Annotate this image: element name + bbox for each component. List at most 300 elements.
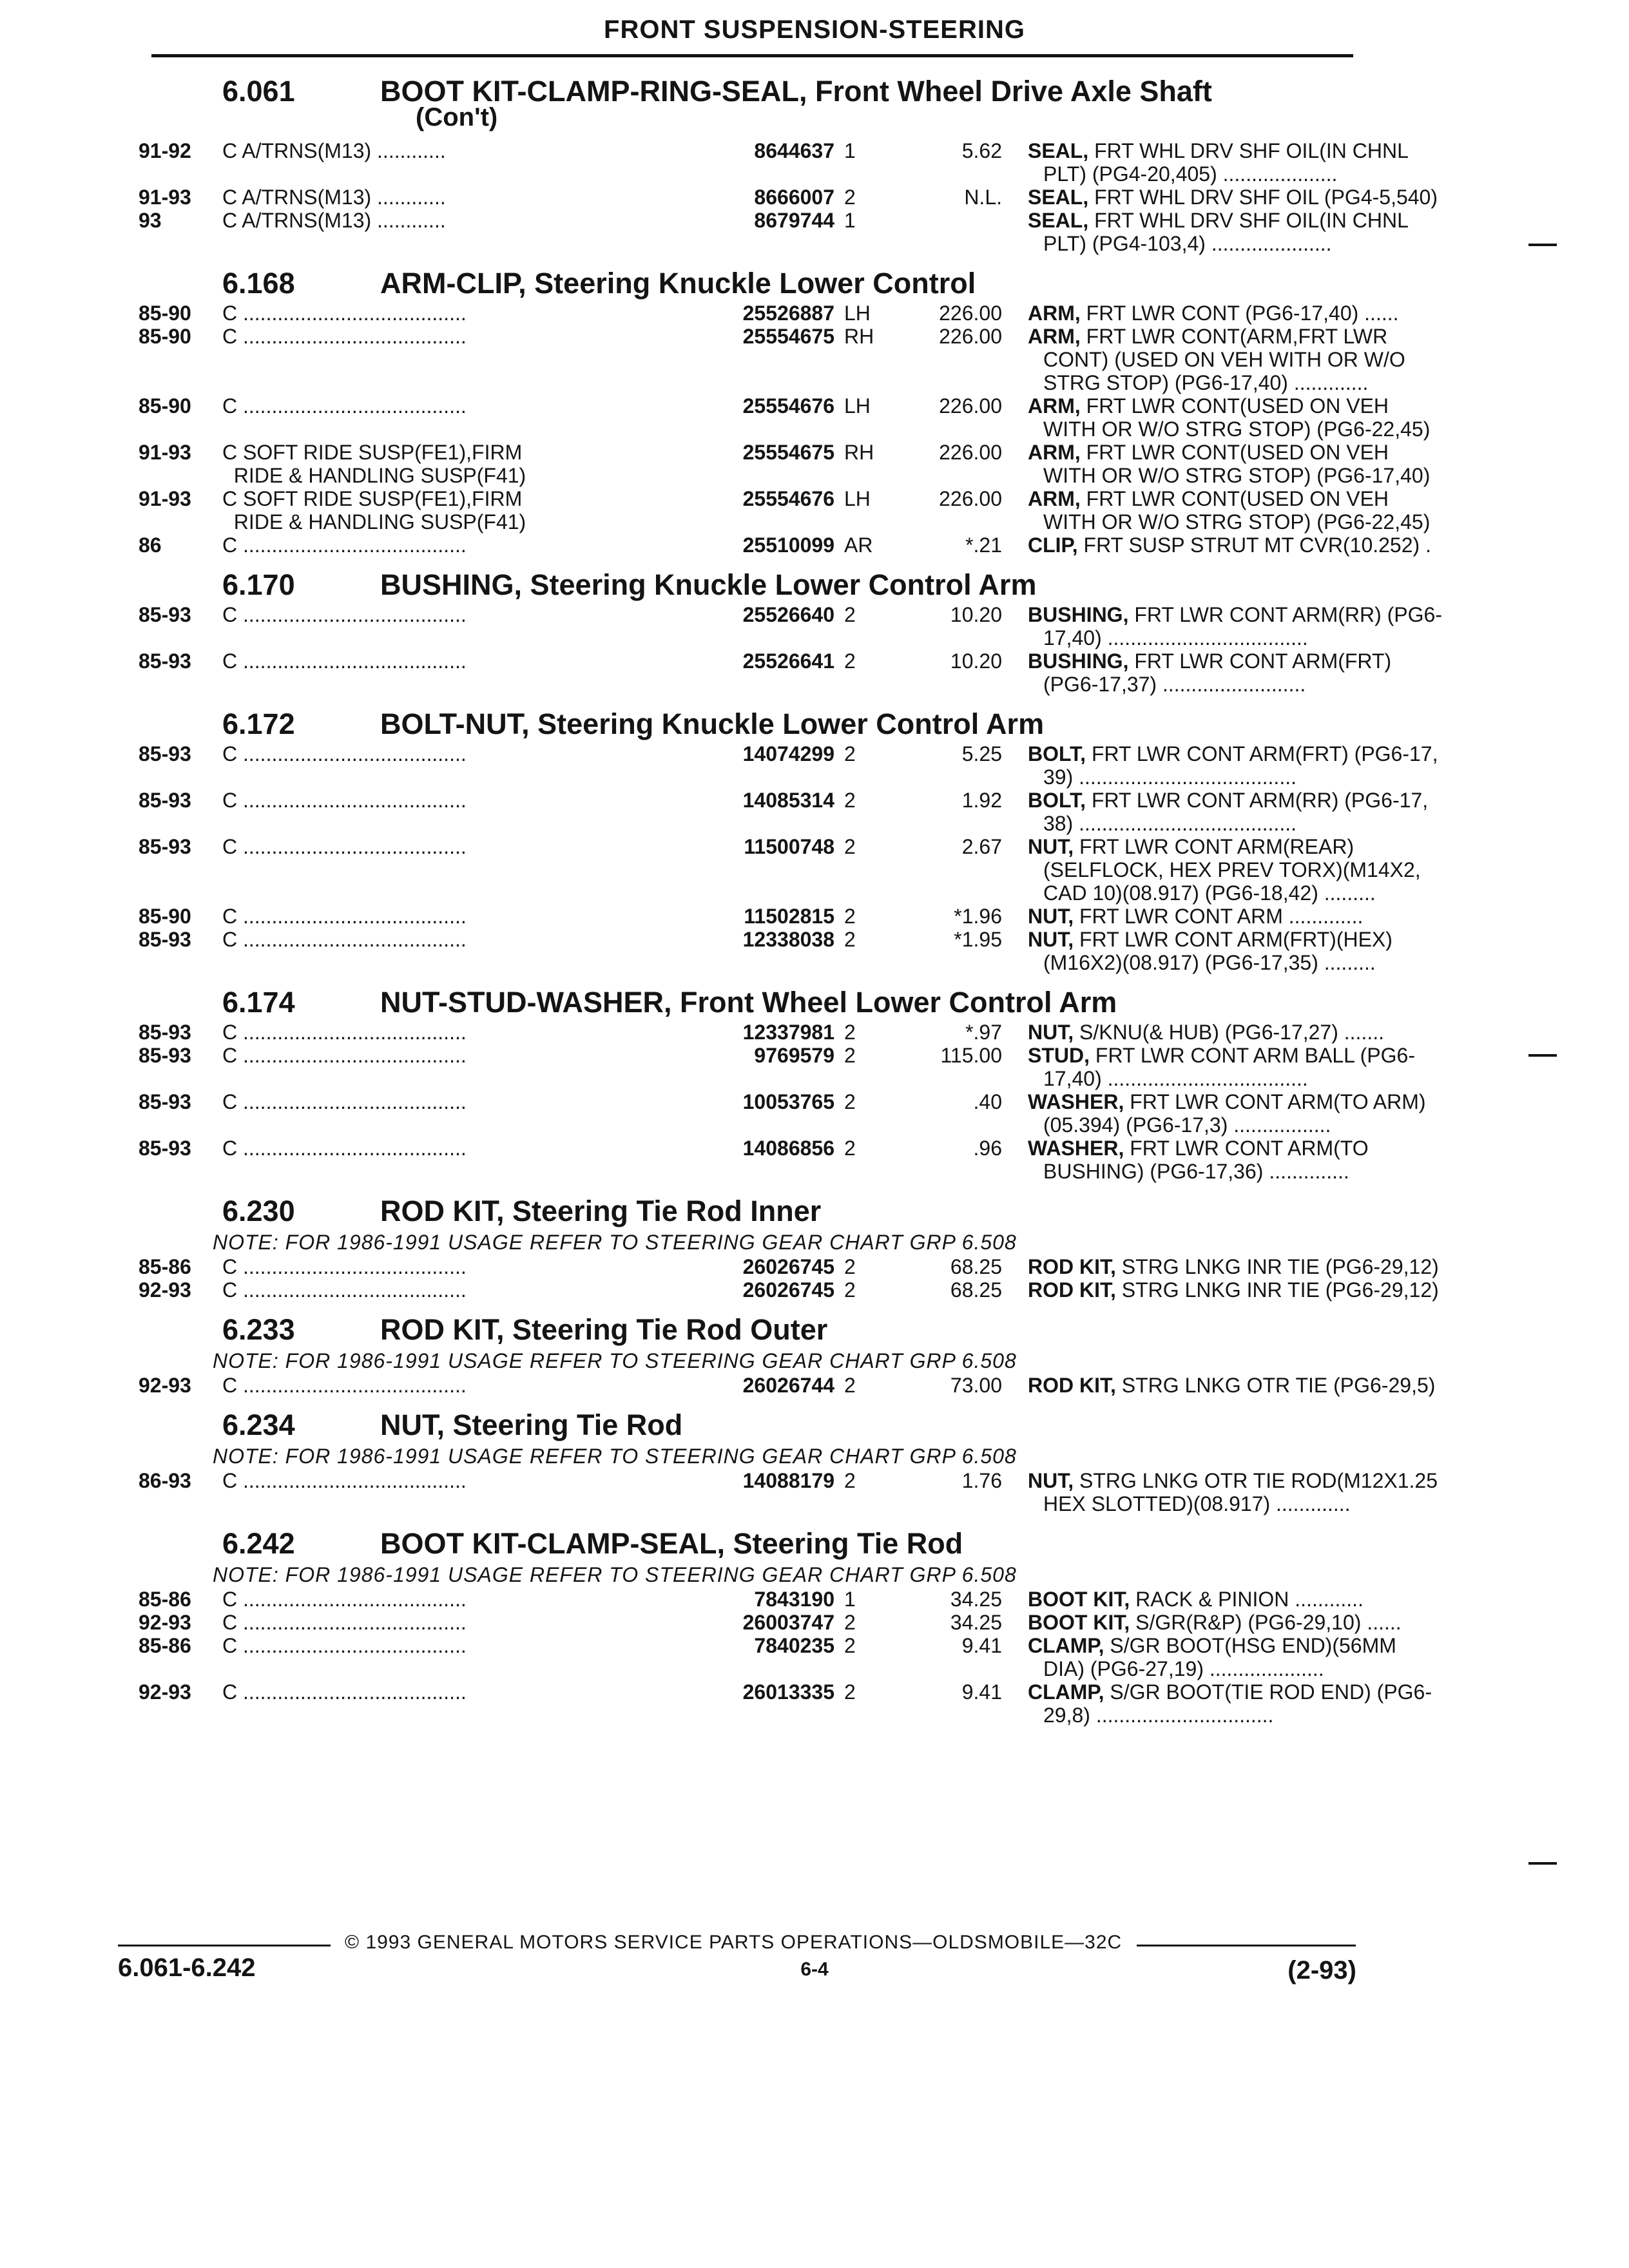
part-number: 26003747 [742, 1611, 834, 1634]
part-description [1028, 441, 1431, 487]
part-number: 26013335 [742, 1680, 834, 1704]
quantity: 2 [844, 1469, 856, 1492]
description-line: WITH OR W/O STRG STOP) (PG6-17,40) [1043, 464, 1431, 487]
description-text: FRT WHL DRV SHF OIL (PG4-5,540) [1094, 186, 1438, 209]
description-text: FRT LWR CONT(USED ON VEH [1086, 441, 1389, 464]
part-number: 9769579 [754, 1044, 834, 1067]
section-note-line [139, 1562, 1363, 1588]
description-line: WITH OR W/O STRG STOP) (PG6-22,45) [1043, 510, 1431, 533]
part-row [139, 302, 1399, 325]
price: *1.96 [954, 905, 1002, 928]
usage-line: C ....................................... [222, 1374, 467, 1397]
usage-line: C SOFT RIDE SUSP(FE1),FIRM [222, 487, 523, 510]
part-row [139, 905, 1363, 928]
part-description [1028, 649, 1392, 696]
description-line: PLT) (PG4-103,4) ..................... [1043, 232, 1332, 255]
model-years: 86 [139, 533, 162, 557]
part-row [139, 1634, 1396, 1680]
description-text: FRT LWR CONT ARM(REAR) [1079, 835, 1354, 858]
part-description [1028, 1137, 1369, 1183]
part-row [139, 394, 1431, 441]
part-number: 14074299 [742, 742, 834, 765]
price: 10.20 [950, 603, 1002, 626]
description-line: WITH OR W/O STRG STOP) (PG6-22,45) [1043, 418, 1431, 441]
description-line: (SELFLOCK, HEX PREV TORX)(M14X2, [1043, 858, 1421, 881]
usage-line: C ....................................... [222, 533, 467, 557]
price: 226.00 [939, 487, 1002, 510]
quantity: 2 [844, 186, 856, 209]
model-years: 85-86 [139, 1634, 191, 1657]
price: 68.25 [950, 1278, 1002, 1302]
usage-line: RIDE & HANDLING SUSP(F41) [222, 510, 526, 533]
model-years: 92-93 [139, 1680, 191, 1704]
section-note: NOTE: FOR 1986-1991 USAGE REFER TO STEERING GEAR CHART GRP 6.508 [213, 1231, 1017, 1254]
part-row [139, 1611, 1402, 1634]
description-text: FRT LWR CONT ARM BALL (PG6- [1095, 1044, 1415, 1067]
description-text: FRT LWR CONT ARM(FRT)(HEX) [1079, 928, 1393, 951]
part-number: 26026745 [742, 1255, 834, 1278]
part-number: 11500748 [744, 835, 834, 858]
part-row [139, 209, 1409, 255]
model-years: 91-93 [139, 487, 191, 510]
part-number: 8679744 [754, 209, 834, 232]
part-description [1028, 1021, 1384, 1044]
price: 226.00 [939, 302, 1002, 325]
quantity: 2 [844, 1611, 856, 1634]
footer-copyright: © 1993 GENERAL MOTORS SERVICE PARTS OPERATIONS—OLDSMOBILE—32C [345, 1932, 1123, 1953]
section-heading [139, 262, 1363, 302]
section-heading [139, 981, 1363, 1021]
description-keyword: NUT, [1028, 905, 1074, 928]
model-years: 85-93 [139, 1090, 191, 1113]
usage-line: C ....................................... [222, 1278, 467, 1302]
usage-line: C ....................................... [222, 1611, 467, 1634]
description-keyword: CLIP, [1028, 533, 1078, 557]
description-line [1028, 742, 1438, 765]
description-text: FRT LWR CONT ARM ............. [1079, 905, 1364, 928]
part-row [139, 928, 1393, 974]
description-keyword: BUSHING, [1028, 649, 1129, 673]
footer-divider-left [118, 1945, 331, 1946]
part-row [139, 441, 1431, 487]
description-line: PLT) (PG4-20,405) .................... [1043, 162, 1338, 186]
description-keyword: BOOT KIT, [1028, 1588, 1130, 1611]
section-title: BOLT-NUT, Steering Knuckle Lower Control Arm [380, 707, 1045, 740]
part-number: 25526641 [742, 649, 834, 673]
section-note: NOTE: FOR 1986-1991 USAGE REFER TO STEERING GEAR CHART GRP 6.508 [213, 1563, 1017, 1586]
part-description [1028, 139, 1409, 186]
part-number: 12337981 [742, 1021, 834, 1044]
description-line: 39) ...................................... [1043, 765, 1296, 789]
description-line: CAD 10)(08.917) (PG6-18,42) ......... [1043, 881, 1376, 905]
model-years: 85-93 [139, 603, 191, 626]
usage-line: C ....................................... [222, 325, 467, 348]
part-number: 10053765 [742, 1090, 834, 1113]
description-line [1028, 649, 1392, 673]
price: *1.95 [954, 928, 1002, 951]
usage-line: RIDE & HANDLING SUSP(F41) [222, 464, 526, 487]
model-years: 85-90 [139, 394, 191, 418]
part-row [139, 1090, 1426, 1137]
model-years: 85-93 [139, 789, 191, 812]
model-years: 85-93 [139, 649, 191, 673]
usage-line: C ....................................... [222, 928, 467, 951]
section-subtitle: (Con't) [416, 103, 498, 131]
part-number: 7843190 [754, 1588, 834, 1611]
part-number: 26026744 [742, 1374, 834, 1397]
part-row [139, 1255, 1439, 1278]
description-keyword: NUT, [1028, 1021, 1074, 1044]
part-row [139, 533, 1431, 557]
quantity: 2 [844, 1680, 856, 1704]
section-subtitle-line [139, 103, 1363, 139]
description-text: STRG LNKG INR TIE (PG6-29,12) [1121, 1255, 1439, 1278]
parts-catalog-content [139, 63, 1442, 1727]
part-row [139, 835, 1421, 905]
section-number: 6.233 [222, 1313, 295, 1346]
quantity: 2 [844, 742, 856, 765]
price: N.L. [964, 186, 1002, 209]
description-line [1028, 1611, 1402, 1634]
model-years: 85-90 [139, 302, 191, 325]
model-years: 85-93 [139, 1021, 191, 1044]
quantity: 2 [844, 1021, 856, 1044]
description-keyword: ROD KIT, [1028, 1374, 1116, 1397]
description-line: 17,40) ................................... [1043, 626, 1308, 649]
description-text: FRT LWR CONT ARM(TO ARM) [1130, 1090, 1426, 1113]
section-number: 6.061 [222, 75, 295, 108]
price: 34.25 [950, 1611, 1002, 1634]
usage-line: C ....................................... [222, 1680, 467, 1704]
section-heading [139, 1189, 1363, 1229]
description-text: FRT LWR CONT ARM(TO [1130, 1137, 1369, 1160]
description-text: STRG LNKG INR TIE (PG6-29,12) [1121, 1278, 1439, 1302]
description-text: RACK & PINION ............ [1135, 1588, 1364, 1611]
part-description [1028, 1278, 1439, 1302]
description-text: FRT LWR CONT(USED ON VEH [1086, 487, 1389, 510]
part-row [139, 1680, 1432, 1727]
description-line [1028, 928, 1393, 951]
part-number: 25554676 [742, 487, 834, 510]
price: .96 [973, 1137, 1002, 1160]
quantity: LH [844, 302, 871, 325]
description-line [1028, 1090, 1426, 1113]
description-keyword: BOLT, [1028, 742, 1086, 765]
description-line: 17,40) ................................... [1043, 1067, 1308, 1090]
part-row [139, 742, 1438, 789]
section-heading [139, 70, 1363, 110]
description-keyword: CLAMP, [1028, 1634, 1104, 1657]
usage-line: C ....................................... [222, 835, 467, 858]
description-line [1028, 603, 1442, 626]
quantity: 2 [844, 1044, 856, 1067]
description-keyword: ARM, [1028, 394, 1081, 418]
price: 115.00 [940, 1044, 1002, 1067]
description-text: FRT LWR CONT(USED ON VEH [1086, 394, 1389, 418]
description-keyword: ROD KIT, [1028, 1255, 1116, 1278]
description-line [1028, 1255, 1439, 1278]
usage-line: C ....................................... [222, 789, 467, 812]
part-number: 25554675 [742, 441, 834, 464]
part-row [139, 603, 1442, 649]
description-line [1028, 441, 1389, 464]
description-keyword: ARM, [1028, 325, 1081, 348]
part-description [1028, 533, 1431, 557]
quantity: 2 [844, 1255, 856, 1278]
part-description [1028, 1588, 1363, 1611]
part-row [139, 325, 1405, 394]
model-years: 85-90 [139, 905, 191, 928]
description-text: FRT SUSP STRUT MT CVR(10.252) . [1083, 533, 1431, 557]
description-keyword: BOLT, [1028, 789, 1086, 812]
description-text: FRT LWR CONT ARM(RR) (PG6-17, [1091, 789, 1429, 812]
quantity: 2 [844, 603, 856, 626]
model-years: 93 [139, 209, 162, 232]
footer-section-range: 6.061-6.242 [118, 1954, 256, 1982]
usage-line: C ....................................... [222, 1021, 467, 1044]
model-years: 91-93 [139, 186, 191, 209]
description-line: 38) ...................................... [1043, 812, 1296, 835]
page-header-title: FRONT SUSPENSION-STEERING [604, 15, 1025, 44]
header-divider [151, 54, 1353, 57]
price: 34.25 [950, 1588, 1002, 1611]
usage-line: C SOFT RIDE SUSP(FE1),FIRM [222, 441, 523, 464]
quantity: LH [844, 487, 871, 510]
model-years: 85-93 [139, 1044, 191, 1067]
part-row [139, 789, 1429, 835]
part-description [1028, 302, 1399, 325]
description-keyword: WASHER, [1028, 1137, 1124, 1160]
usage-line: C A/TRNS(M13) ............ [222, 139, 446, 162]
quantity: 2 [844, 1634, 856, 1657]
description-line [1028, 325, 1388, 348]
description-keyword: ARM, [1028, 487, 1081, 510]
section-number: 6.234 [222, 1408, 295, 1441]
part-row [139, 1044, 1415, 1090]
description-line [1028, 1634, 1396, 1657]
model-years: 85-93 [139, 928, 191, 951]
model-years: 91-93 [139, 441, 191, 464]
description-keyword: SEAL, [1028, 186, 1089, 209]
usage-line: C A/TRNS(M13) ............ [222, 209, 446, 232]
section-title: ROD KIT, Steering Tie Rod Outer [380, 1313, 828, 1346]
section-note: NOTE: FOR 1986-1991 USAGE REFER TO STEERING GEAR CHART GRP 6.508 [213, 1445, 1017, 1468]
description-keyword: ROD KIT, [1028, 1278, 1116, 1302]
description-keyword: STUD, [1028, 1044, 1090, 1067]
price: *.21 [965, 533, 1002, 557]
section-number: 6.170 [222, 568, 295, 601]
quantity: 2 [844, 905, 856, 928]
section-number: 6.168 [222, 267, 295, 300]
price: 1.76 [961, 1469, 1002, 1492]
part-description [1028, 905, 1363, 928]
description-line [1028, 1137, 1369, 1160]
part-number: 8666007 [754, 186, 834, 209]
section-note-line [139, 1348, 1363, 1374]
part-row [139, 139, 1409, 186]
part-number: 26026745 [742, 1278, 834, 1302]
description-text: FRT LWR CONT ARM(RR) (PG6- [1134, 603, 1442, 626]
part-description [1028, 325, 1405, 394]
description-keyword: ARM, [1028, 302, 1081, 325]
description-line [1028, 1469, 1438, 1492]
part-number: 25554675 [742, 325, 834, 348]
description-line: STRG STOP) (PG6-17,40) ............. [1043, 371, 1369, 394]
part-description [1028, 928, 1393, 974]
description-keyword: SEAL, [1028, 139, 1089, 162]
description-line: DIA) (PG6-27,19) .................... [1043, 1657, 1324, 1680]
part-description [1028, 1680, 1432, 1727]
part-description [1028, 1090, 1426, 1137]
section-heading [139, 1403, 1363, 1443]
price: 5.25 [961, 742, 1002, 765]
price: 9.41 [961, 1634, 1002, 1657]
description-line [1028, 789, 1429, 812]
description-text: S/GR(R&P) (PG6-29,10) ...... [1135, 1611, 1402, 1634]
quantity: 1 [844, 1588, 856, 1611]
quantity: 2 [844, 1090, 856, 1113]
model-years: 85-86 [139, 1255, 191, 1278]
description-line [1028, 139, 1409, 162]
price: 1.92 [961, 789, 1002, 812]
section-title: NUT, Steering Tie Rod [380, 1408, 683, 1441]
part-number: 25526887 [742, 302, 834, 325]
description-line [1028, 1021, 1384, 1044]
description-line [1028, 835, 1363, 858]
footer-revision-date: (2-93) [1287, 1956, 1356, 1984]
description-text: FRT WHL DRV SHF OIL(IN CHNL [1094, 209, 1409, 232]
section-number: 6.172 [222, 707, 295, 740]
price: 226.00 [939, 325, 1002, 348]
description-line [1028, 1044, 1415, 1067]
part-row [139, 1588, 1363, 1611]
usage-line: C ....................................... [222, 649, 467, 673]
usage-line: C ....................................... [222, 394, 467, 418]
description-line: HEX SLOTTED)(08.917) ............. [1043, 1492, 1351, 1515]
part-description [1028, 1634, 1396, 1680]
description-keyword: NUT, [1028, 835, 1074, 858]
part-description [1028, 209, 1409, 255]
part-description [1028, 835, 1421, 905]
model-years: 85-90 [139, 325, 191, 348]
price: 5.62 [961, 139, 1002, 162]
part-number: 25510099 [742, 533, 834, 557]
part-row [139, 1137, 1369, 1183]
part-number: 25554676 [742, 394, 834, 418]
description-keyword: NUT, [1028, 928, 1074, 951]
description-text: S/GR BOOT(HSG END)(56MM [1110, 1634, 1396, 1657]
usage-line: C ....................................... [222, 1255, 467, 1278]
usage-line: C ....................................... [222, 1588, 467, 1611]
part-number: 7840235 [754, 1634, 834, 1657]
description-line [1028, 1374, 1436, 1397]
description-line [1028, 533, 1431, 557]
part-description [1028, 394, 1431, 441]
price: 10.20 [950, 649, 1002, 673]
description-text: FRT LWR CONT(ARM,FRT LWR [1086, 325, 1388, 348]
usage-line: C ....................................... [222, 302, 467, 325]
part-description [1028, 603, 1442, 649]
part-row [139, 186, 1438, 209]
description-keyword: CLAMP, [1028, 1680, 1104, 1704]
quantity: 2 [844, 1374, 856, 1397]
section-number: 6.174 [222, 986, 295, 1019]
description-keyword: SEAL, [1028, 209, 1089, 232]
part-row [139, 487, 1431, 533]
price: 226.00 [939, 394, 1002, 418]
part-number: 14085314 [742, 789, 834, 812]
quantity: 2 [844, 649, 856, 673]
description-text: FRT LWR CONT ARM(FRT) [1134, 649, 1392, 673]
margin-tick-mark [1528, 1862, 1557, 1865]
section-number: 6.242 [222, 1527, 295, 1560]
description-keyword: BOOT KIT, [1028, 1611, 1130, 1634]
section-heading [139, 702, 1363, 742]
description-line [1028, 394, 1389, 418]
quantity: LH [844, 394, 871, 418]
model-years: 85-93 [139, 742, 191, 765]
description-text: S/GR BOOT(TIE ROD END) (PG6- [1110, 1680, 1432, 1704]
quantity: 2 [844, 789, 856, 812]
quantity: 1 [844, 209, 856, 232]
usage-line: C ....................................... [222, 1634, 467, 1657]
part-row [139, 1278, 1439, 1302]
margin-tick-mark [1528, 244, 1557, 246]
section-title: BOOT KIT-CLAMP-SEAL, Steering Tie Rod [380, 1527, 963, 1560]
description-line: BUSHING) (PG6-17,36) .............. [1043, 1160, 1349, 1183]
model-years: 92-93 [139, 1278, 191, 1302]
description-line: (05.394) (PG6-17,3) ................. [1043, 1113, 1331, 1137]
section-title: BUSHING, Steering Knuckle Lower Control Arm [380, 568, 1037, 601]
quantity: 2 [844, 928, 856, 951]
part-row [139, 1021, 1384, 1044]
description-line [1028, 905, 1363, 928]
part-description [1028, 487, 1431, 533]
usage-line: C ....................................... [222, 905, 467, 928]
section-heading [139, 1522, 1363, 1562]
part-description [1028, 742, 1438, 789]
description-line: 29,8) ............................... [1043, 1704, 1274, 1727]
description-keyword: BUSHING, [1028, 603, 1129, 626]
description-keyword: NUT, [1028, 1469, 1074, 1492]
description-line: (PG6-17,37) ......................... [1043, 673, 1306, 696]
part-description [1028, 1611, 1402, 1634]
margin-tick-mark [1528, 1054, 1557, 1057]
section-note-line [139, 1229, 1363, 1255]
quantity: RH [844, 325, 874, 348]
price: 68.25 [950, 1255, 1002, 1278]
description-line: CONT) (USED ON VEH WITH OR W/O [1043, 348, 1405, 371]
part-number: 8644637 [754, 139, 834, 162]
usage-line: C A/TRNS(M13) ............ [222, 186, 446, 209]
model-years: 85-93 [139, 1137, 191, 1160]
part-description [1028, 186, 1438, 209]
usage-line: C ....................................... [222, 1090, 467, 1113]
price: 73.00 [950, 1374, 1002, 1397]
usage-line: C ....................................... [222, 1137, 467, 1160]
description-line [1028, 1588, 1363, 1611]
footer-divider-right [1137, 1945, 1356, 1946]
part-number: 11502815 [744, 905, 834, 928]
description-text: STRG LNKG OTR TIE ROD(M12X1.25 [1079, 1469, 1438, 1492]
section-number: 6.230 [222, 1195, 295, 1227]
price: *.97 [965, 1021, 1002, 1044]
usage-line: C ....................................... [222, 1469, 467, 1492]
part-number: 14088179 [742, 1469, 834, 1492]
section-note-line [139, 1443, 1363, 1469]
section-title: BOOT KIT-CLAMP-RING-SEAL, Front Wheel Drive Axle Shaft [380, 75, 1212, 108]
quantity: 2 [844, 835, 856, 858]
